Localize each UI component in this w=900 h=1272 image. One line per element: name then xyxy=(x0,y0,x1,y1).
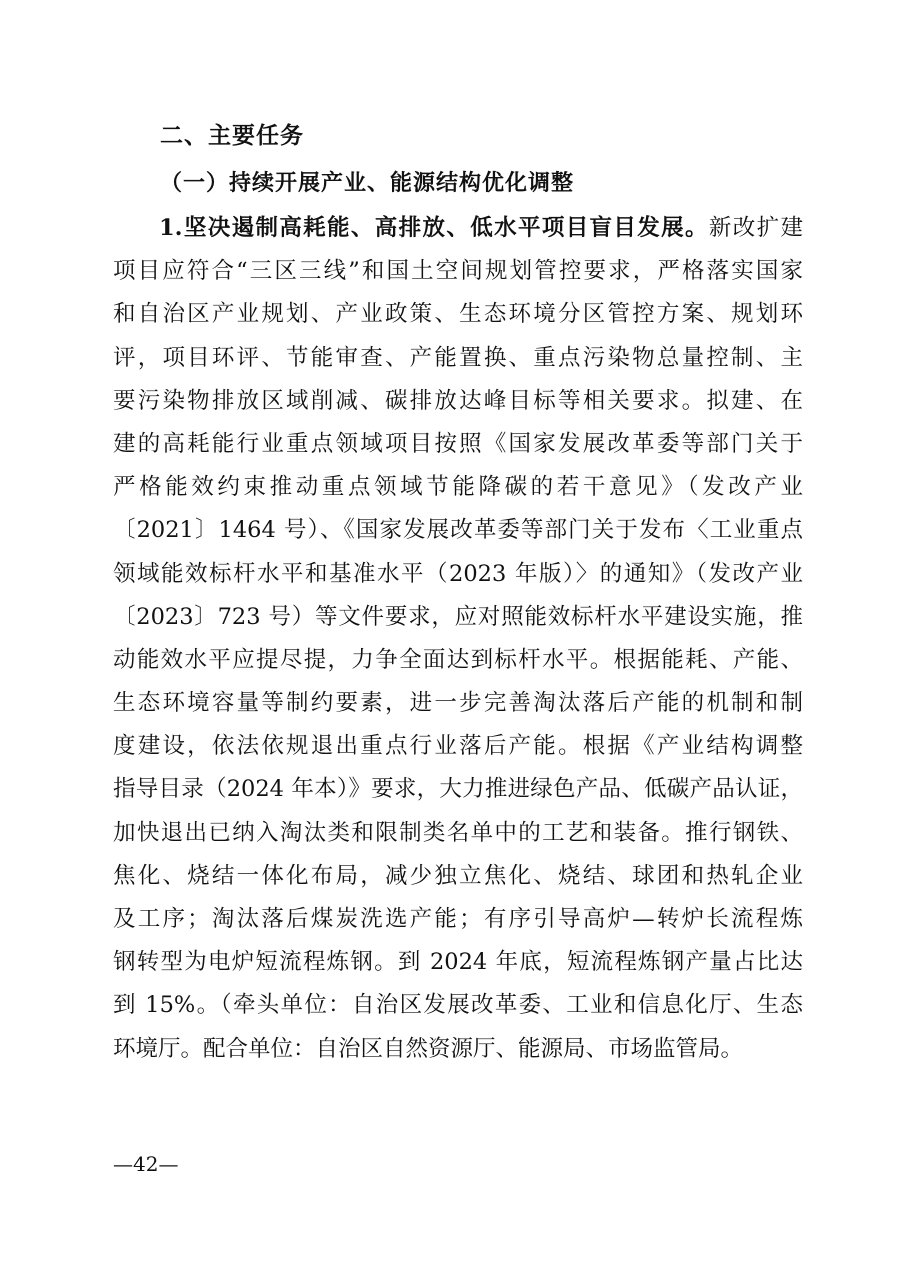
paragraph-first-line-rest: 新改扩建 xyxy=(708,215,803,241)
paragraph-line: 指导目录（2024 年本）》要求，大力推进绿色产品、低碳产品认证， xyxy=(113,776,803,803)
paragraph-line: 动能效水平应提尽提，力争全面达到标杆水平。根据能耗、产能、 xyxy=(113,646,803,673)
paragraph-line: 加快退出已纳入淘汰类和限制类名单中的工艺和装备。推行钢铁、 xyxy=(113,819,803,846)
paragraph-line: 焦化、烧结一体化布局，减少独立焦化、烧结、球团和热轧企业 xyxy=(113,862,803,889)
paragraph-line: 〔2023〕723 号）等文件要求，应对照能效标杆水平建设实施，推 xyxy=(113,603,803,630)
paragraph-line: 及工序；淘汰落后煤炭洗选产能；有序引导高炉—转炉长流程炼 xyxy=(113,906,803,932)
paragraph-line: 建的高耗能行业重点领域项目按照《国家发展改革委等部门关于 xyxy=(113,430,803,457)
paragraph-line: 严格能效约束推动重点领域节能降碳的若干意见》（发改产业 xyxy=(113,474,803,501)
paragraph-line: 环境厅。配合单位：自治区自然资源厅、能源局、市场监管局。 xyxy=(113,1035,744,1062)
paragraph-line: 领域能效标杆水平和基准水平（2023 年版）〉的通知》（发改产业 xyxy=(113,560,803,587)
paragraph-line: 评，项目环评、节能审查、产能置换、重点污染物总量控制、主 xyxy=(113,344,803,371)
paragraph-first-line xyxy=(113,207,803,250)
subsection-heading: （一）持续开展产业、能源结构优化调整 xyxy=(160,171,575,196)
section-heading: 二、主要任务 xyxy=(160,123,304,149)
paragraph-line: 到 15%。（牵头单位：自治区发展改革委、工业和信息化厅、生态 xyxy=(113,992,803,1019)
paragraph-line: 〔2021〕1464 号）、《国家发展改革委等部门关于发布〈工业重点 xyxy=(113,517,803,544)
paragraph-line: 和自治区产业规划、产业政策、生态环境分区管控方案、规划环 xyxy=(113,301,803,328)
paragraph-line: 钢转型为电炉短流程炼钢。到 2024 年底，短流程炼钢产量占比达 xyxy=(113,949,803,976)
page-number: —42— xyxy=(113,1152,179,1176)
paragraph-line: 生态环境容量等制约要素，进一步完善淘汰落后产能的机制和制 xyxy=(113,690,803,717)
paragraph-lead-text: 1.坚决遏制高耗能、高排放、低水平项目盲目发展。 xyxy=(159,215,709,241)
body-paragraph xyxy=(113,207,803,1071)
paragraph-line: 度建设，依法依规退出重点行业落后产能。根据《产业结构调整 xyxy=(113,733,803,760)
paragraph-line: 项目应符合“三区三线”和国土空间规划管控要求，严格落实国家 xyxy=(113,258,803,285)
paragraph-line: 要污染物排放区域削减、碳排放达峰目标等相关要求。拟建、在 xyxy=(113,387,803,414)
